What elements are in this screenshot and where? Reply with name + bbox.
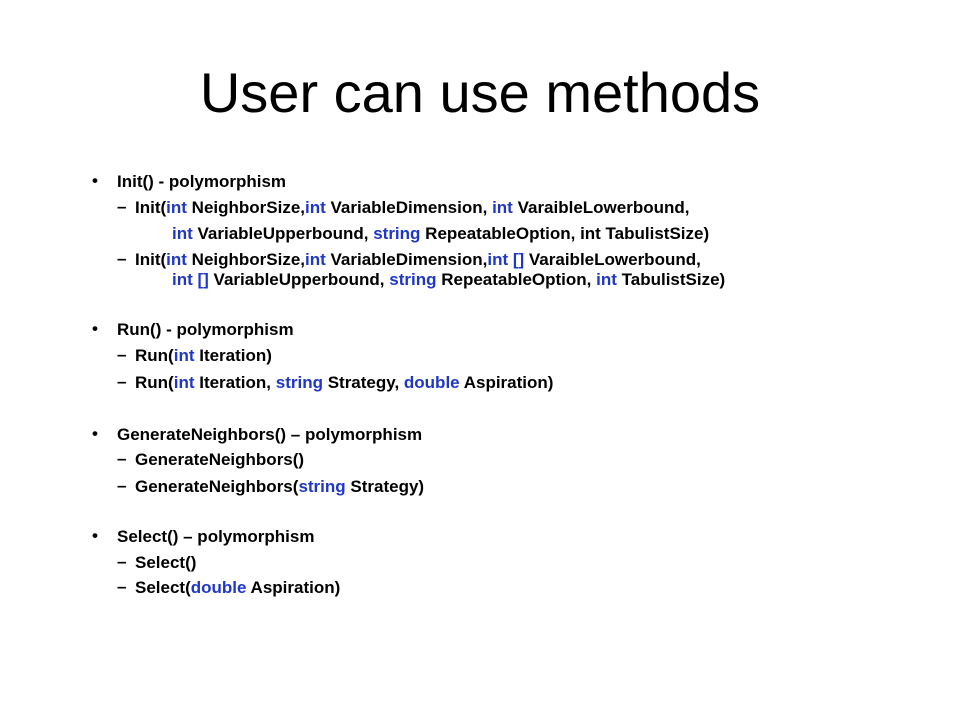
sub-item: [135, 577, 340, 598]
slide-title: User can use methods: [199, 61, 761, 124]
keyword-text: int: [492, 198, 513, 217]
dash-marker: –: [117, 449, 127, 468]
sub-item: [135, 197, 690, 218]
text-segment: Select(): [135, 553, 197, 572]
text-segment: Init() - polymorphism: [117, 172, 287, 191]
text-segment: Iteration,: [194, 373, 276, 392]
text-segment: Init(: [135, 250, 167, 269]
text-segment: NeighborSize,: [186, 198, 306, 217]
text-segment: NeighborSize,: [186, 250, 306, 269]
keyword-text: double: [190, 578, 247, 597]
bullet-marker: •: [92, 319, 98, 338]
keyword-text: int: [166, 250, 187, 269]
text-segment: Run(: [135, 373, 174, 392]
text-segment: Strategy): [345, 477, 425, 496]
text-segment: VaraibleLowerbound,: [512, 198, 690, 217]
text-segment: VariableUpperbound,: [208, 270, 390, 289]
bullet-marker: •: [92, 526, 98, 545]
keyword-text: int: [173, 373, 195, 392]
bullet-marker: •: [92, 424, 98, 443]
keyword-text: int: [173, 346, 195, 365]
keyword-text: int: [596, 270, 617, 289]
text-segment: RepeatableOption, int TabulistSize): [420, 224, 710, 243]
sub-item: [135, 249, 701, 270]
text-segment: GenerateNeighbors(): [135, 450, 305, 469]
keyword-text: int []: [487, 250, 525, 269]
text-segment: Run() - polymorphism: [117, 320, 294, 339]
text-segment: Init(: [135, 198, 167, 217]
dash-marker: –: [117, 372, 127, 391]
text-segment: Select() – polymorphism: [117, 527, 315, 546]
sub-item: [135, 476, 424, 497]
keyword-text: string: [275, 373, 323, 392]
keyword-text: string: [298, 477, 346, 496]
keyword-text: double: [403, 373, 460, 392]
keyword-text: int: [305, 198, 326, 217]
bullet-item: [117, 171, 286, 192]
text-segment: GenerateNeighbors(: [135, 477, 299, 496]
bullet-item: [117, 319, 294, 340]
text-segment: TabulistSize): [616, 270, 726, 289]
dash-marker: –: [117, 345, 127, 364]
text-segment: GenerateNeighbors() – polymorphism: [117, 425, 423, 444]
text-segment: VaraibleLowerbound,: [524, 250, 701, 269]
keyword-text: int: [166, 198, 187, 217]
dash-marker: –: [117, 577, 127, 596]
dash-marker: –: [117, 197, 127, 216]
dash-marker: –: [117, 249, 127, 268]
text-segment: Aspiration): [246, 578, 341, 597]
dash-marker: –: [117, 476, 127, 495]
text-segment: Strategy,: [322, 373, 404, 392]
text-segment: Aspiration): [459, 373, 554, 392]
sub-item: [135, 372, 553, 393]
text-segment: Run(: [135, 346, 174, 365]
text-segment: RepeatableOption,: [436, 270, 597, 289]
keyword-text: string: [373, 224, 421, 243]
keyword-text: int []: [172, 270, 209, 289]
sub-item: [135, 449, 304, 470]
sub-item: [172, 269, 725, 290]
text-segment: VariableDimension,: [325, 250, 488, 269]
text-segment: VariableDimension,: [325, 198, 493, 217]
text-segment: Select(: [135, 578, 191, 597]
dash-marker: –: [117, 552, 127, 571]
keyword-text: string: [389, 270, 437, 289]
sub-item: [172, 223, 709, 244]
sub-item: [135, 552, 196, 573]
text-segment: VariableUpperbound,: [192, 224, 374, 243]
sub-item: [135, 345, 272, 366]
text-segment: Iteration): [194, 346, 272, 365]
keyword-text: int: [305, 250, 326, 269]
bullet-item: [117, 424, 422, 445]
bullet-marker: •: [92, 171, 98, 190]
keyword-text: int: [172, 224, 193, 243]
bullet-item: [117, 526, 314, 547]
